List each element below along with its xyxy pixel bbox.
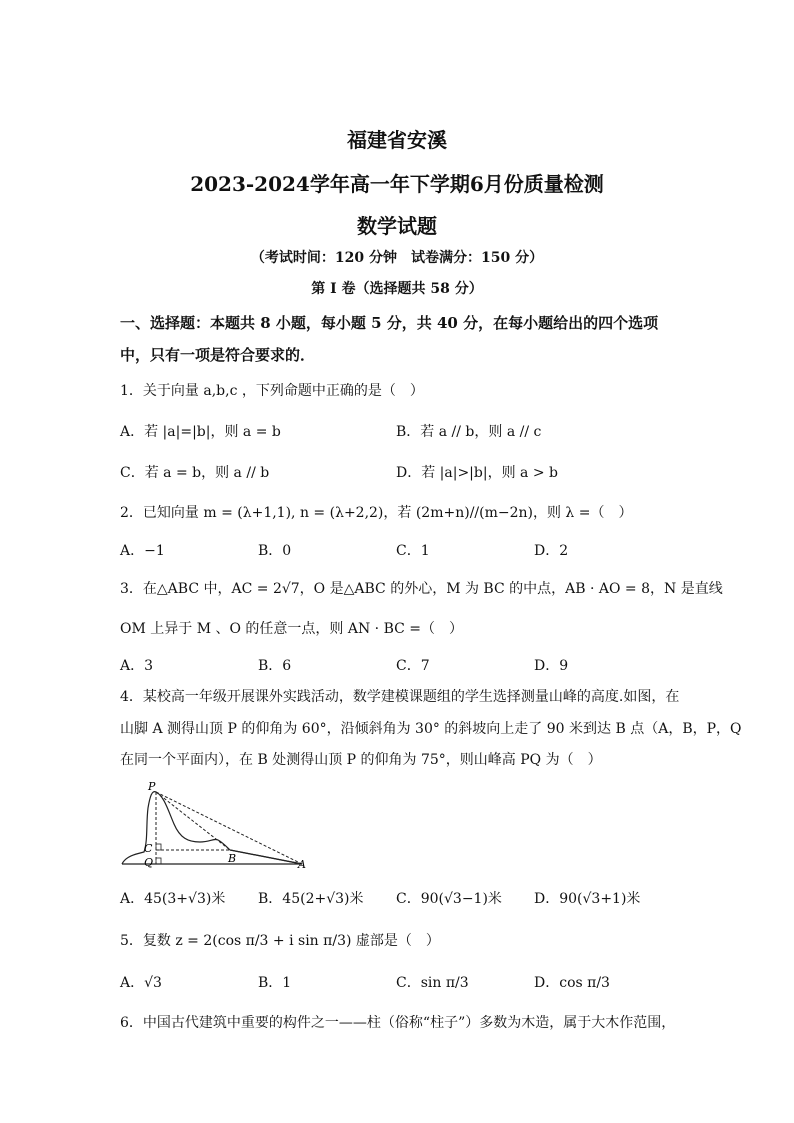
label-b: B bbox=[228, 852, 237, 865]
exam-info: （考试时间：120 分钟 试卷满分：150 分） bbox=[250, 250, 544, 266]
q6-stem: 6．中国古代建筑中重要的构件之一——柱（俗称“柱子”）多数为木造，属于大木作范围， bbox=[120, 1015, 676, 1031]
q4-option-a: A．45(3+√3)米 bbox=[120, 891, 226, 907]
q1-option-b: B．若 a // b，则 a // c bbox=[396, 424, 542, 440]
q1-option-c: C．若 a = b，则 a // b bbox=[120, 465, 270, 481]
q2-option-b: B．0 bbox=[258, 543, 292, 559]
q2-option-d: D．2 bbox=[534, 543, 569, 559]
title-exam-name: 2023-2024学年高一年下学期6月份质量检测 bbox=[190, 172, 604, 196]
q1-stem: 1．关于向量 a,b,c ，下列命题中正确的是（ ） bbox=[120, 383, 424, 399]
title-subject: 数学试题 bbox=[357, 214, 437, 238]
q3-stem-line1: 3．在△ABC 中，AC = 2√7，O 是△ABC 的外心，M 为 BC 的中点，AB · AO = 8，N 是直线 bbox=[120, 581, 723, 597]
section-instruction-line1: 一、选择题：本题共 8 小题，每小题 5 分，共 40 分，在每小题给出的四个选项 bbox=[120, 314, 659, 332]
label-q: Q bbox=[144, 856, 154, 869]
q5-option-d: D．cos π/3 bbox=[534, 975, 610, 991]
q3-option-b: B．6 bbox=[258, 658, 292, 674]
q4-stem-line2: 山脚 A 测得山顶 P 的仰角为 60°，沿倾斜角为 30° 的斜坡向上走了 90 米到达 B 点（A，B，P，Q bbox=[120, 721, 742, 737]
q3-option-d: D．9 bbox=[534, 658, 569, 674]
part-heading: 第 I 卷（选择题共 58 分） bbox=[311, 281, 483, 297]
q4-option-c: C．90(√3−1)米 bbox=[396, 891, 502, 907]
section-instruction-line2: 中，只有一项是符合要求的． bbox=[120, 346, 316, 364]
q4-stem-line1: 4．某校高一年级开展课外实践活动，数学建模课题组的学生选择测量山峰的高度.如图，在 bbox=[120, 689, 680, 705]
q1-option-d: D．若 |a|>|b|，则 a > b bbox=[396, 465, 558, 481]
title-region: 福建省安溪 bbox=[347, 128, 447, 152]
q3-stem-line2: OM 上异于 M 、O 的任意一点，则 AN · BC =（ ） bbox=[120, 621, 464, 637]
q3-option-c: C．7 bbox=[396, 658, 430, 674]
label-c: C bbox=[144, 842, 153, 855]
q4-option-b: B．45(2+√3)米 bbox=[258, 891, 364, 907]
q5-option-c: C．sin π/3 bbox=[396, 975, 469, 991]
q1-option-a: A．若 |a|=|b|，则 a = b bbox=[120, 424, 281, 440]
label-p: P bbox=[148, 780, 156, 793]
mountain-figure bbox=[118, 780, 318, 870]
q5-option-a: A．√3 bbox=[120, 975, 162, 991]
q5-stem: 5．复数 z = 2(cos π/3 + i sin π/3) 虚部是（ ） bbox=[120, 933, 440, 949]
q4-option-d: D．90(√3+1)米 bbox=[534, 891, 641, 907]
q2-option-a: A．−1 bbox=[120, 543, 165, 559]
q2-stem: 2．已知向量 m = (λ+1,1), n = (λ+2,2)，若 (2m+n)//(m−2n)，则 λ =（ ） bbox=[120, 505, 633, 521]
label-a: A bbox=[298, 858, 306, 870]
q3-option-a: A．3 bbox=[120, 658, 154, 674]
q5-option-b: B．1 bbox=[258, 975, 292, 991]
q4-stem-line3: 在同一个平面内），在 B 处测得山顶 P 的仰角为 75°，则山峰高 PQ 为（ ） bbox=[120, 752, 602, 768]
q2-option-c: C．1 bbox=[396, 543, 430, 559]
